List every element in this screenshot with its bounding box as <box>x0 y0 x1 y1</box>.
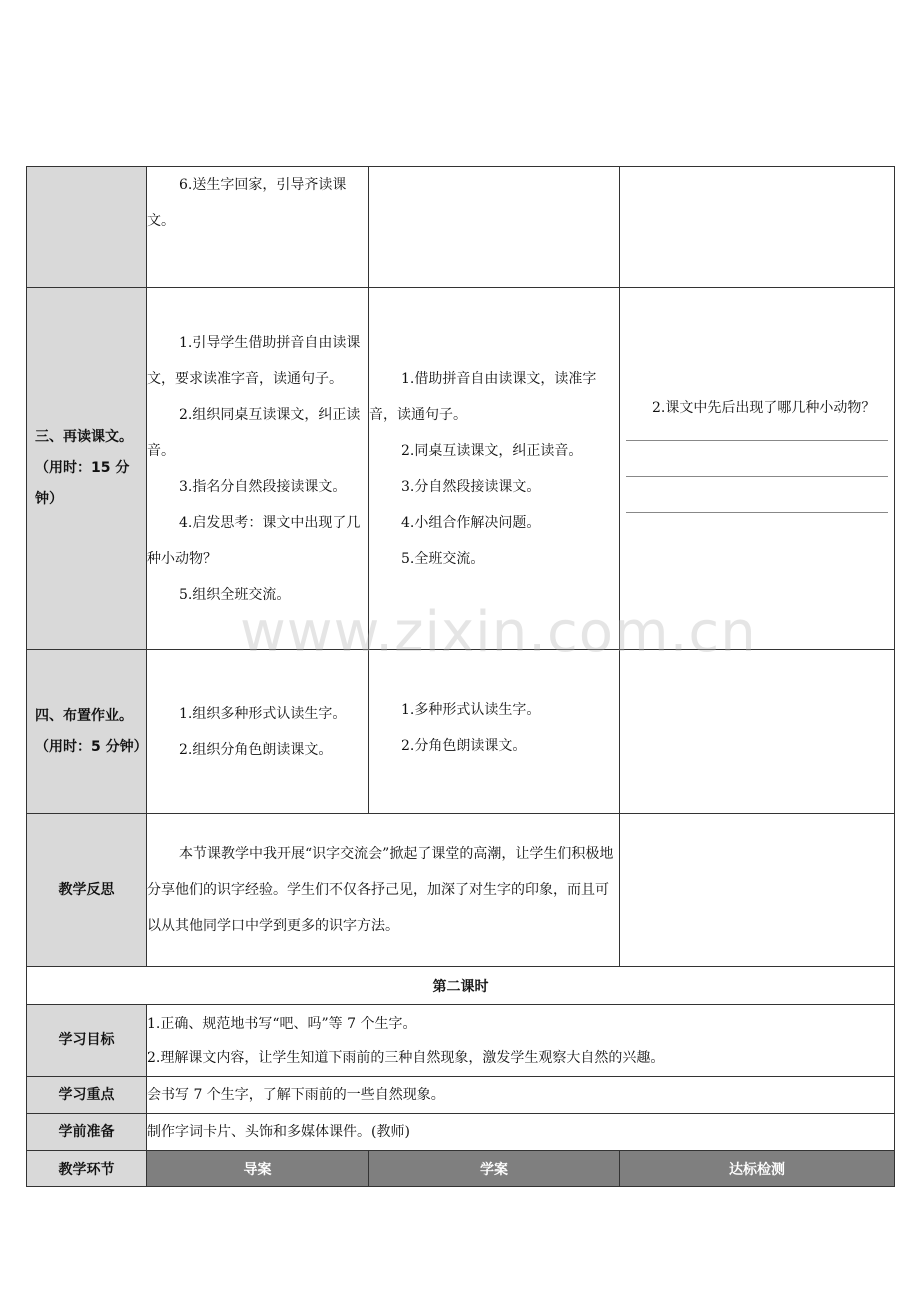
watermark: www.zixin.com.cn <box>240 600 757 665</box>
xuean-item: 4.小组合作解决问题。 <box>401 514 541 531</box>
check-cell <box>620 288 895 650</box>
daoan-cell <box>147 167 369 288</box>
focus-label: 学习重点 <box>27 1077 147 1114</box>
daoan-item: 5.组织全班交流。 <box>179 586 291 603</box>
focus-text: 会书写 7 个生字，了解下雨前的一些自然现象。 <box>147 1077 895 1114</box>
xuean-item: 1.借助拼音自由读课文，读准字音，读通句子。 <box>369 370 597 423</box>
xuean-item: 2.分角色朗读课文。 <box>401 738 527 754</box>
reflection-text: 本节课教学中我开展“识字交流会”掀起了课堂的高潮，让学生们积极地分享他们的识字经验。学生们不仅各抒己见，加深了对生字的印象，而且可以从其他同学口中学到更多的识字方法。 <box>147 846 614 934</box>
goal-item: 1.正确、规范地书写“吧、吗”等 7 个生字。 <box>147 1015 417 1032</box>
xuean-item: 2.同桌互读课文，纠正读音。 <box>401 442 583 459</box>
goal-cell <box>147 1005 895 1077</box>
row-label-title: 四、布置作业。 <box>35 707 133 724</box>
goal-item: 2.理解课文内容，让学生知道下雨前的三种自然现象，激发学生观察大自然的兴趣。 <box>147 1049 665 1066</box>
daoan-item: 2.组织同桌互读课文，纠正读音。 <box>147 406 361 459</box>
row-label-time: （用时：15 分钟） <box>35 460 130 507</box>
header-check: 达标检测 <box>620 1151 895 1187</box>
check-cell <box>620 814 895 967</box>
daoan-cell <box>147 650 369 814</box>
xuean-cell <box>369 288 620 650</box>
row-label <box>27 288 147 650</box>
section-title: 第二课时 <box>27 967 895 1005</box>
row-headers <box>27 1151 895 1187</box>
xuean-cell <box>369 167 620 288</box>
reflection-cell <box>147 814 620 967</box>
goal-label: 学习目标 <box>27 1005 147 1077</box>
xuean-cell <box>369 650 620 814</box>
answer-line <box>626 440 888 441</box>
row-label <box>27 650 147 814</box>
row-continued <box>27 167 895 288</box>
row-reread <box>27 288 895 650</box>
daoan-cell <box>147 288 369 650</box>
row-goals <box>27 1005 895 1077</box>
xuean-item: 5.全班交流。 <box>401 550 485 567</box>
daoan-item: 2.组织分角色朗读课文。 <box>179 741 333 758</box>
check-question: 2.课文中先后出现了哪几种小动物？ <box>652 399 876 416</box>
prep-text: 制作字词卡片、头饰和多媒体课件。(教师) <box>147 1114 895 1151</box>
row-label-empty <box>27 167 147 288</box>
lesson-plan-table <box>26 166 895 1187</box>
answer-line <box>626 476 888 477</box>
row-label-time: （用时：5 分钟） <box>35 738 148 755</box>
header-xuean: 学案 <box>369 1151 620 1187</box>
daoan-item: 6.送生字回家，引导齐读课文。 <box>147 177 347 229</box>
daoan-item: 3.指名分自然段接读课文。 <box>179 478 347 495</box>
answer-line <box>626 512 888 513</box>
row-label-title: 三、再读课文。 <box>35 429 133 445</box>
header-daoan: 导案 <box>147 1151 369 1187</box>
daoan-item: 1.引导学生借助拼音自由读课文，要求读准字音，读通句子。 <box>147 334 361 387</box>
prep-label: 学前准备 <box>27 1114 147 1151</box>
xuean-item: 1.多种形式认读生字。 <box>401 702 541 718</box>
row-focus <box>27 1077 895 1114</box>
header-stage: 教学环节 <box>27 1151 147 1187</box>
check-cell <box>620 167 895 288</box>
row-prep <box>27 1114 895 1151</box>
daoan-item: 4.启发思考：课文中出现了几种小动物？ <box>147 514 361 567</box>
check-cell <box>620 650 895 814</box>
row-reflection <box>27 814 895 967</box>
daoan-item: 1.组织多种形式认读生字。 <box>179 705 347 722</box>
row-label: 教学反思 <box>27 814 147 967</box>
row-homework <box>27 650 895 814</box>
row-section-title <box>27 967 895 1005</box>
xuean-item: 3.分自然段接读课文。 <box>401 478 541 495</box>
